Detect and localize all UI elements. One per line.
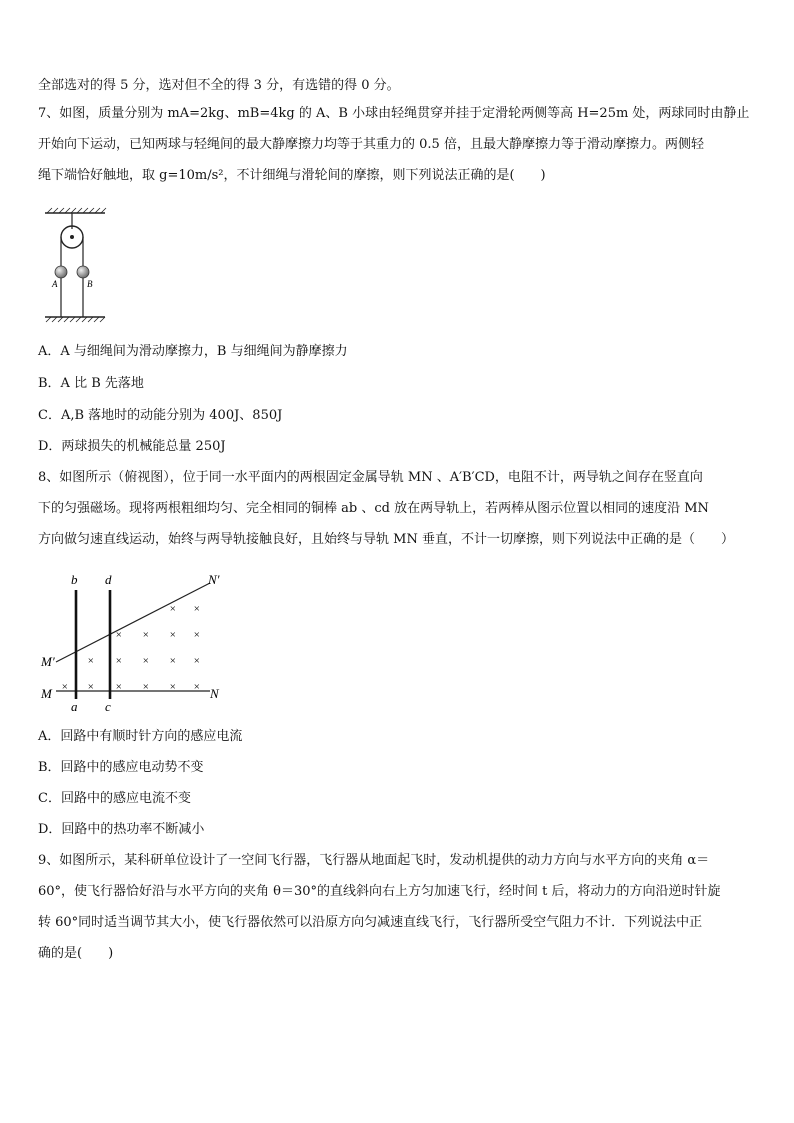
q7-stem-line: 7、如图，质量分别为 mA=2kg、mB=4kg 的 A、B 小球由轻绳贯穿并挂于定滑轮两侧等高 H=25m 处，两球同时由静止 xyxy=(38,106,750,121)
field-mark: × xyxy=(61,681,69,693)
q8-rails-figure xyxy=(38,568,238,713)
label-a: a xyxy=(71,699,78,713)
q7-option-a: A．A 与细绳间为滑动摩擦力，B 与细绳间为静摩擦力 xyxy=(38,344,348,359)
q7-pulley-figure xyxy=(40,205,110,325)
q7-option-d: D．两球损失的机械能总量 250J xyxy=(38,439,226,454)
field-mark: × xyxy=(193,655,201,667)
q8-option-a: A．回路中有顺时针方向的感应电流 xyxy=(38,729,243,744)
field-mark: × xyxy=(87,681,95,693)
field-mark: × xyxy=(169,655,177,667)
field-mark: × xyxy=(193,603,201,615)
field-mark: × xyxy=(142,681,150,693)
field-mark: × xyxy=(142,655,150,667)
label-c: c xyxy=(105,699,111,713)
field-mark: × xyxy=(115,655,123,667)
q9-stem-line: 确的是( ) xyxy=(38,946,114,961)
label-b: b xyxy=(71,572,78,587)
field-mark: × xyxy=(115,681,123,693)
q7-stem-line: 绳下端恰好触地，取 g=10m/s²，不计细绳与滑轮间的摩擦，则下列说法正确的是( ) xyxy=(38,168,546,183)
q8-stem-line: 下的匀强磁场。现将两根粗细均匀、完全相同的铜棒 ab 、cd 放在两导轨上，若两棒从图示位置以相同的速度沿 MN xyxy=(38,501,709,516)
q7-option-c: C．A,B 落地时的动能分别为 400J、850J xyxy=(38,408,283,423)
field-mark: × xyxy=(169,629,177,641)
q7-option-b: B．A 比 B 先落地 xyxy=(38,376,144,391)
label-mp: M′ xyxy=(41,654,55,669)
label-d: d xyxy=(105,572,112,587)
field-mark: × xyxy=(87,655,95,667)
label-a: A xyxy=(52,279,58,289)
field-mark: × xyxy=(193,681,201,693)
rail-mpnp xyxy=(56,583,210,662)
q8-option-b: B．回路中的感应电动势不变 xyxy=(38,760,204,775)
field-mark: × xyxy=(169,681,177,693)
q8-stem-line: 8、如图所示（俯视图），位于同一水平面内的两根固定金属导轨 MN 、A′B′CD，电阻不计，两导轨之间存在竖直向 xyxy=(38,470,703,485)
intro-text: 全部选对的得 5 分，选对但不全的得 3 分，有选错的得 0 分。 xyxy=(38,78,400,93)
ball-b-icon xyxy=(77,266,89,278)
label-b: B xyxy=(87,279,93,289)
q9-stem-line: 9、如图所示，某科研单位设计了一空间飞行器，飞行器从地面起飞时，发动机提供的动力方向与水平方向的夹角 α＝ xyxy=(38,853,710,868)
q8-option-c: C．回路中的感应电流不变 xyxy=(38,791,191,806)
q9-stem-line: 转 60°同时适当调节其大小，使飞行器依然可以沿原方向匀减速直线飞行，飞行器所受空气阻力不计．下列说法中正 xyxy=(38,915,703,930)
ball-a-icon xyxy=(55,266,67,278)
label-np: N′ xyxy=(208,572,220,587)
q9-stem-line: 60°，使飞行器恰好沿与水平方向的夹角 θ＝30°的直线斜向右上方匀加速飞行，经时间 t 后，将动力的方向沿逆时针旋 xyxy=(38,884,721,899)
label-n: N xyxy=(210,686,219,701)
q8-option-d: D．回路中的热功率不断减小 xyxy=(38,822,205,837)
field-mark: × xyxy=(193,629,201,641)
field-mark: × xyxy=(169,603,177,615)
field-mark: × xyxy=(142,629,150,641)
label-m: M xyxy=(41,686,52,701)
q8-stem-line: 方向做匀速直线运动，始终与两导轨接触良好，且始终与导轨 MN 垂直，不计一切摩擦，则下列说法中正确的是（ ） xyxy=(38,532,734,547)
q7-stem-line: 开始向下运动，已知两球与轻绳间的最大静摩擦力均等于其重力的 0.5 倍，且最大静摩擦力等于滑动摩擦力。两侧轻 xyxy=(38,137,704,152)
field-mark: × xyxy=(115,629,123,641)
